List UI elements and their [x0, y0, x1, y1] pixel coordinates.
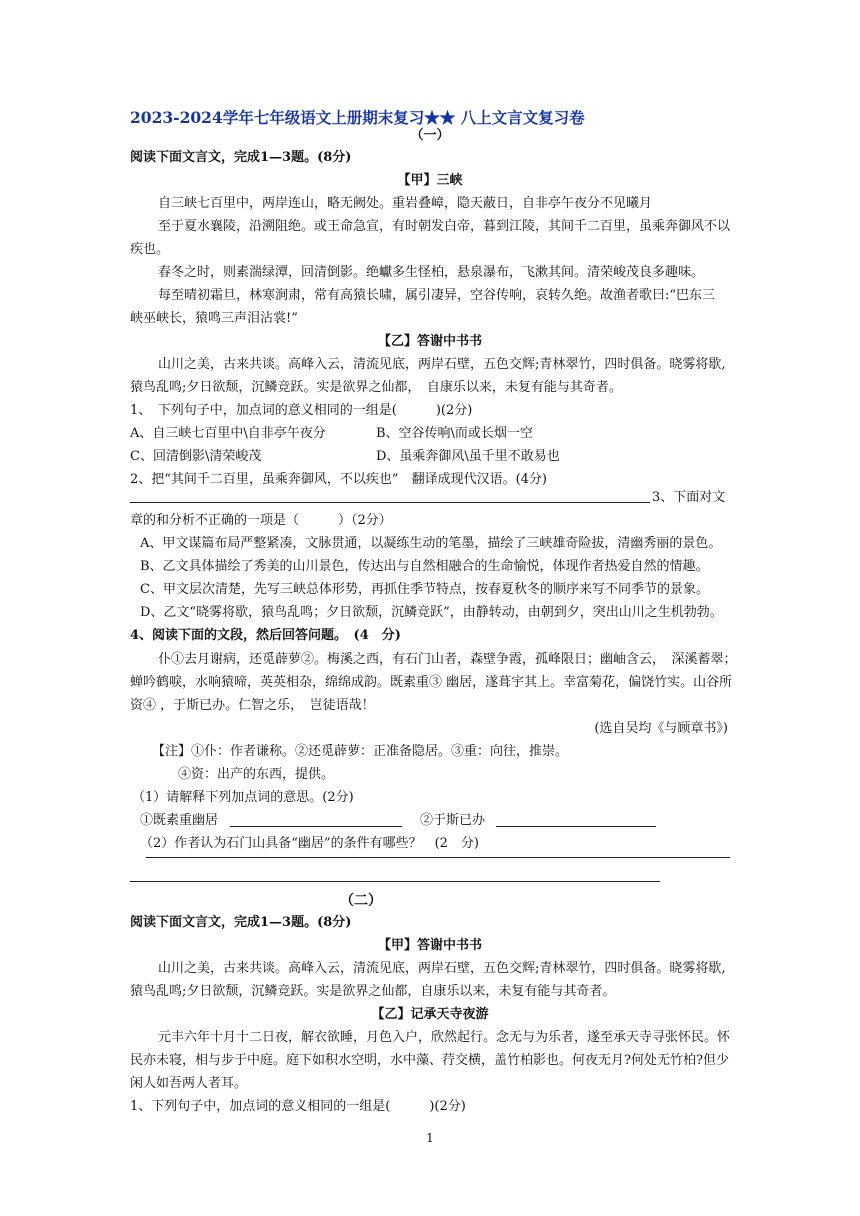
q3-option-b: B、乙文具体描绘了秀美的山川景色，传达出与自然相融合的生命愉悦，体现作者热爱自然的情趣。	[140, 559, 709, 574]
passage-line: 山川之美，古来共谈。高峰入云，清流见底，两岸石壁，五色交辉;青林翠竹，四时俱备。晓雾将歇,	[158, 357, 726, 372]
q4-sub-1a: ①既素重幽居	[140, 813, 219, 828]
passage-line: 至于夏水襄陵，沿溯阻绝。或王命急宣，有时朝发白帝，暮到江陵，其间千二百里，虽乘奔御风不以	[158, 219, 731, 234]
passage-yi-title: 【乙】答谢中书书	[377, 334, 482, 349]
notes-line: ④资：出产的东西，提供。	[178, 767, 335, 782]
passage-jia-title-2: 【甲】答谢中书书	[377, 938, 482, 953]
section-heading-1: （一）	[410, 128, 450, 143]
option-b: B、空谷传响\而或长烟一空	[376, 426, 533, 441]
q4-sub-2: （2）作者认为石门山具备“幽居”的条件有哪些？ (2 分)	[140, 836, 479, 851]
passage-line: 山川之美，古来共谈。高峰入云，清流见底，两岸石壁，五色交辉;青林翠竹，四时俱备。晓雾将歇,	[158, 961, 726, 976]
passage-line: 自三峡七百里中，两岸连山，略无阙处。重岩叠嶂，隐天蔽日，自非亭午夜分不见曦月	[158, 196, 653, 211]
option-a: A、自三峡七百里中\自非亭午夜分	[130, 426, 326, 441]
q3-option-c: C、甲文层次清楚，先写三峡总体形势，再抓住季节特点，按春夏秋冬的顺序来写不同季节的景象。	[140, 582, 709, 597]
answer-line	[130, 502, 650, 503]
section-heading-2: （二）	[340, 893, 382, 909]
document-title: 2023-2024学年七年级语文上册期末复习★★ 八上文言文复习卷	[130, 108, 585, 127]
option-c: C、回清倒影\清荣峻茂	[130, 449, 262, 464]
passage-line: 闲人如吾两人者耳。	[130, 1076, 248, 1091]
q4-sub-1: （1）请解释下列加点词的意思。(2分)	[132, 790, 354, 805]
passage-line: 资④ ，于斯已办。仁智之乐， 岂徒语哉！	[130, 698, 375, 713]
page-number: 1	[426, 1131, 434, 1145]
passage-yi-title-2: 【乙】记承天寺夜游	[371, 1007, 489, 1022]
answer-line	[496, 826, 656, 827]
passage-line: 每至晴初霜旦，林寒涧肃，常有高猿长啸，属引凄异，空谷传响，哀转久绝。故渔者歌曰:“巴东三	[158, 288, 716, 303]
passage-line: 民亦未寝，相与步于中庭。庭下如积水空明，水中藻、荇交横，盖竹柏影也。何夜无月?何处无竹柏?但少	[130, 1053, 729, 1068]
passage-line: 仆①去月谢病，还觅薜萝②。梅溪之西，有石门山者，森壁争霞，孤峰限日；幽岫含云， 深溪蓄翠；	[158, 652, 737, 667]
question-1-part2: 1、下列句子中，加点词的意义相同的一组是( )(2分)	[130, 1099, 466, 1114]
q3-option-d: D、乙文“晓雾将歇，猿鸟乱鸣；夕日欲颓，沉鳞竞跃”，由静转动，由朝到夕，突出山川之生机勃勃。	[140, 605, 723, 620]
passage-line: 峡巫峡长，猿鸣三声泪沾裳!”	[130, 311, 298, 326]
answer-line	[130, 881, 660, 882]
question-3: 章的和分析不正确的一项是（ ）（2分）	[130, 513, 392, 528]
passage-line: 猿鸟乱鸣;夕日欲颓，沉鳞竞跃。实是欲界之仙都，自康乐以来，未复有能与其奇者。	[130, 984, 616, 999]
instruction-1: 阅读下面文言文，完成1—3题。(8分)	[130, 150, 352, 165]
q3-option-a: A、甲文谋篇布局严整紧凑，文脉贯通，以凝练生动的笔墨，描绘了三峡雄奇险拔，清幽秀丽的景色。	[140, 536, 722, 551]
passage-line: 蝉吟鹤唳，水响猿啼，英英相杂，绵绵成韵。既素重③ 幽居，遂葺宇其上。幸富菊花，偏饶竹实。山谷所	[130, 675, 733, 690]
answer-line	[146, 857, 730, 858]
question-1: 1、 下列句子中，加点词的意义相同的一组是( )(2分)	[130, 403, 473, 418]
passage-line: 疾也。	[130, 242, 170, 257]
question-3-head: 3、下面对文	[652, 490, 726, 505]
q4-sub-1b: ②于斯已办	[420, 813, 486, 828]
passage-line: 猿鸟乱鸣;夕日欲颓，沉鳞竞跃。实是欲界之仙都， 自康乐以来，未复有能与其奇者。	[130, 380, 622, 395]
passage-line: 元丰六年十月十二日夜，解衣欲睡，月色入户，欣然起行。念无与为乐者，遂至承天寺寻张怀民。怀	[158, 1030, 731, 1045]
answer-line	[230, 826, 402, 827]
question-2: 2、把“其间千二百里，虽乘奔御风，不以疾也” 翻译成现代汉语。(4分)	[130, 472, 547, 487]
passage-jia-title: 【甲】三峡	[397, 173, 463, 188]
instruction-2: 阅读下面文言文，完成1—3题。(8分)	[130, 915, 352, 930]
passage-line: 春冬之时，则素湍绿潭，回清倒影。绝巘多生怪柏，悬泉瀑布，飞漱其间。清荣峻茂良多趣味。	[158, 265, 705, 280]
notes-line: 【注】①仆：作者谦称。②还觅薜萝：正准备隐居。③重：向往，推崇。	[152, 744, 569, 759]
passage-source: (选自吴均《与顾章书》)	[594, 721, 728, 736]
question-4: 4、阅读下面的文段，然后回答问题。 (4 分)	[130, 628, 401, 643]
option-d: D、虽乘奔御风\虽千里不敢易也	[376, 449, 560, 464]
